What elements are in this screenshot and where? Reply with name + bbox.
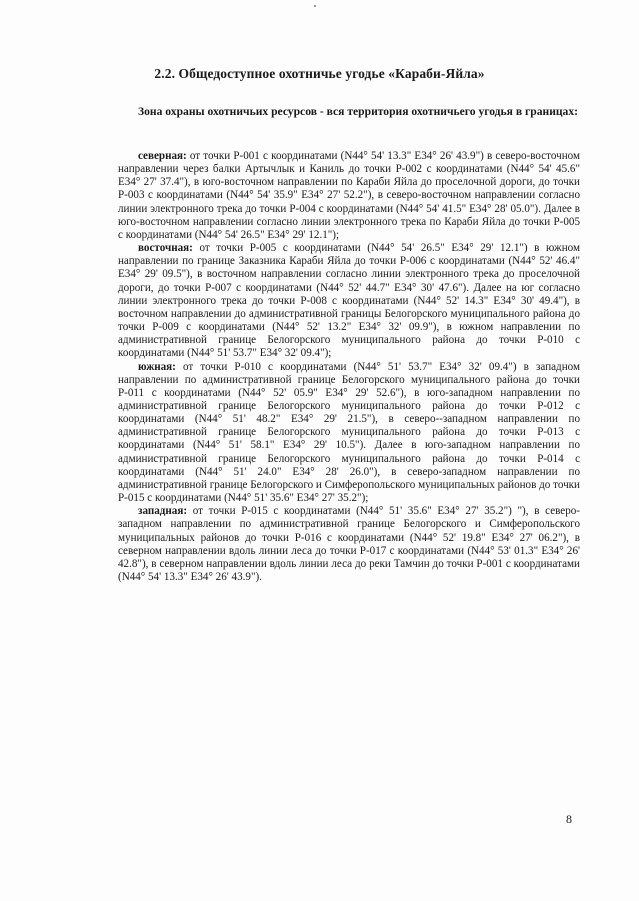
west-boundary-text: от точки Р-015 с координатами (N44° 51' 35.6" E34° 27' 35.2") "), в северо-западном направлении по административной границе Белогорского и Симферопольского муниципальных районов до точки Р-016 с координатами (N44° 52' 19.8" E34° 27' 06.2"), в северном направлении вдоль линии леса до точки Р-017 с координатами (N44° 53' 01.3" E34° 26' 42.8"), в северном направлении вдоль линии леса до реки Тамчин до точки Р-001 с координатами (N44° 54' 13.3" E34° 26' 43.9"). — [118, 505, 580, 583]
section-heading: 2.2. Общедоступное охотничье угодье «Караби-Яйла» — [154, 66, 485, 81]
east-boundary-paragraph — [118, 242, 580, 360]
south-boundary-text: от точки Р-010 с координатами (N44° 51' 53.7" E34° 32' 09.4") в западном направлении по административной границе Белогорского муниципального района до точки Р-011 с координатами (N44° 52' 05.9" E34° 29' 52.6"), в юго-западном направлении по административной границе Белогорского муниципального района до точки Р-012 с координатами (N44° 51' 48.2" E34° 29' 21.5"), в северо--западном направлении по административной границе Белогорского муниципального района до точки Р-013 с координатами (N44° 51' 58.1" E34° 29' 10.5"). Далее в юго-западном направлении по административной границе Белогорского муниципального района до точки Р-014 с координатами (N44° 51' 24.0" E34° 28' 26.0"), в северо-западном направлении по административной границе Белогорского и Симферопольского муниципальных районов до точки Р-015 с координатами (N44° 51' 35.6" E34° 27' 35.2"); — [118, 360, 580, 505]
east-boundary-text: от точки Р-005 с координатами (N44° 54' 26.5" E34° 29' 12.1") в южном направлении по границе Заказника Караби Яйла до точки Р-006 с координатами (N44° 52' 46.4" E34° 29' 09.5"), в восточном направлении согласно линии электронного трека до проселочной дороги, до точки Р-007 с координатами (N44° 52' 44.7" E34° 30' 47.6"). Далее на юг согласно линии электронного трека до точки Р-008 с координатами (N44° 52' 14.3" E34° 30' 49.4"), в восточном направлении до административной границы Белогорского муниципального района до точки Р-009 с координатами (N44° 52' 13.2" E34° 32' 09.9"), в южном направлении по административной границе Белогорского муниципального района до точки Р-010 с координатами (N44° 51' 53.7" E34° 32' 09.4"); — [118, 242, 580, 360]
north-boundary-text: от точки Р-001 с координатами (N44° 54' 13.3" E34° 26' 43.9") в северо-восточном направлении через балки Артычлык и Каниль до точки Р-002 с координатами (N44° 54' 45.6" E34° 27' 37.4"), в юго-восточном направлении по Караби Яйла до проселочной дороги, до точки Р-003 с координатами (N44° 54' 35.9" E34° 27' 52.2"), в северо-восточном направлении согласно линии электронного трека до точки Р-004 с координатами (N44° 54' 41.5" E34° 28' 05.0"). Далее в юго-восточном направлении согласно линии электронного трека по Караби Яйла до точки Р-005 с координатами (N44° 54' 26.5" E34° 29' 12.1"); — [118, 150, 580, 241]
scan-speck — [314, 5, 316, 7]
north-boundary-paragraph — [118, 150, 580, 242]
east-boundary-label: восточная: — [138, 242, 193, 255]
zone-description: Зона охраны охотничьих ресурсов - вся территория охотничьего угодья в границах: — [138, 105, 579, 118]
west-boundary-paragraph — [118, 505, 580, 584]
south-boundary-label: южная: — [138, 360, 176, 373]
page-number: 8 — [566, 812, 572, 826]
north-boundary-label: северная: — [138, 150, 187, 162]
south-boundary-paragraph — [118, 361, 580, 506]
boundary-description — [118, 150, 580, 584]
west-boundary-label: западная: — [138, 505, 188, 518]
